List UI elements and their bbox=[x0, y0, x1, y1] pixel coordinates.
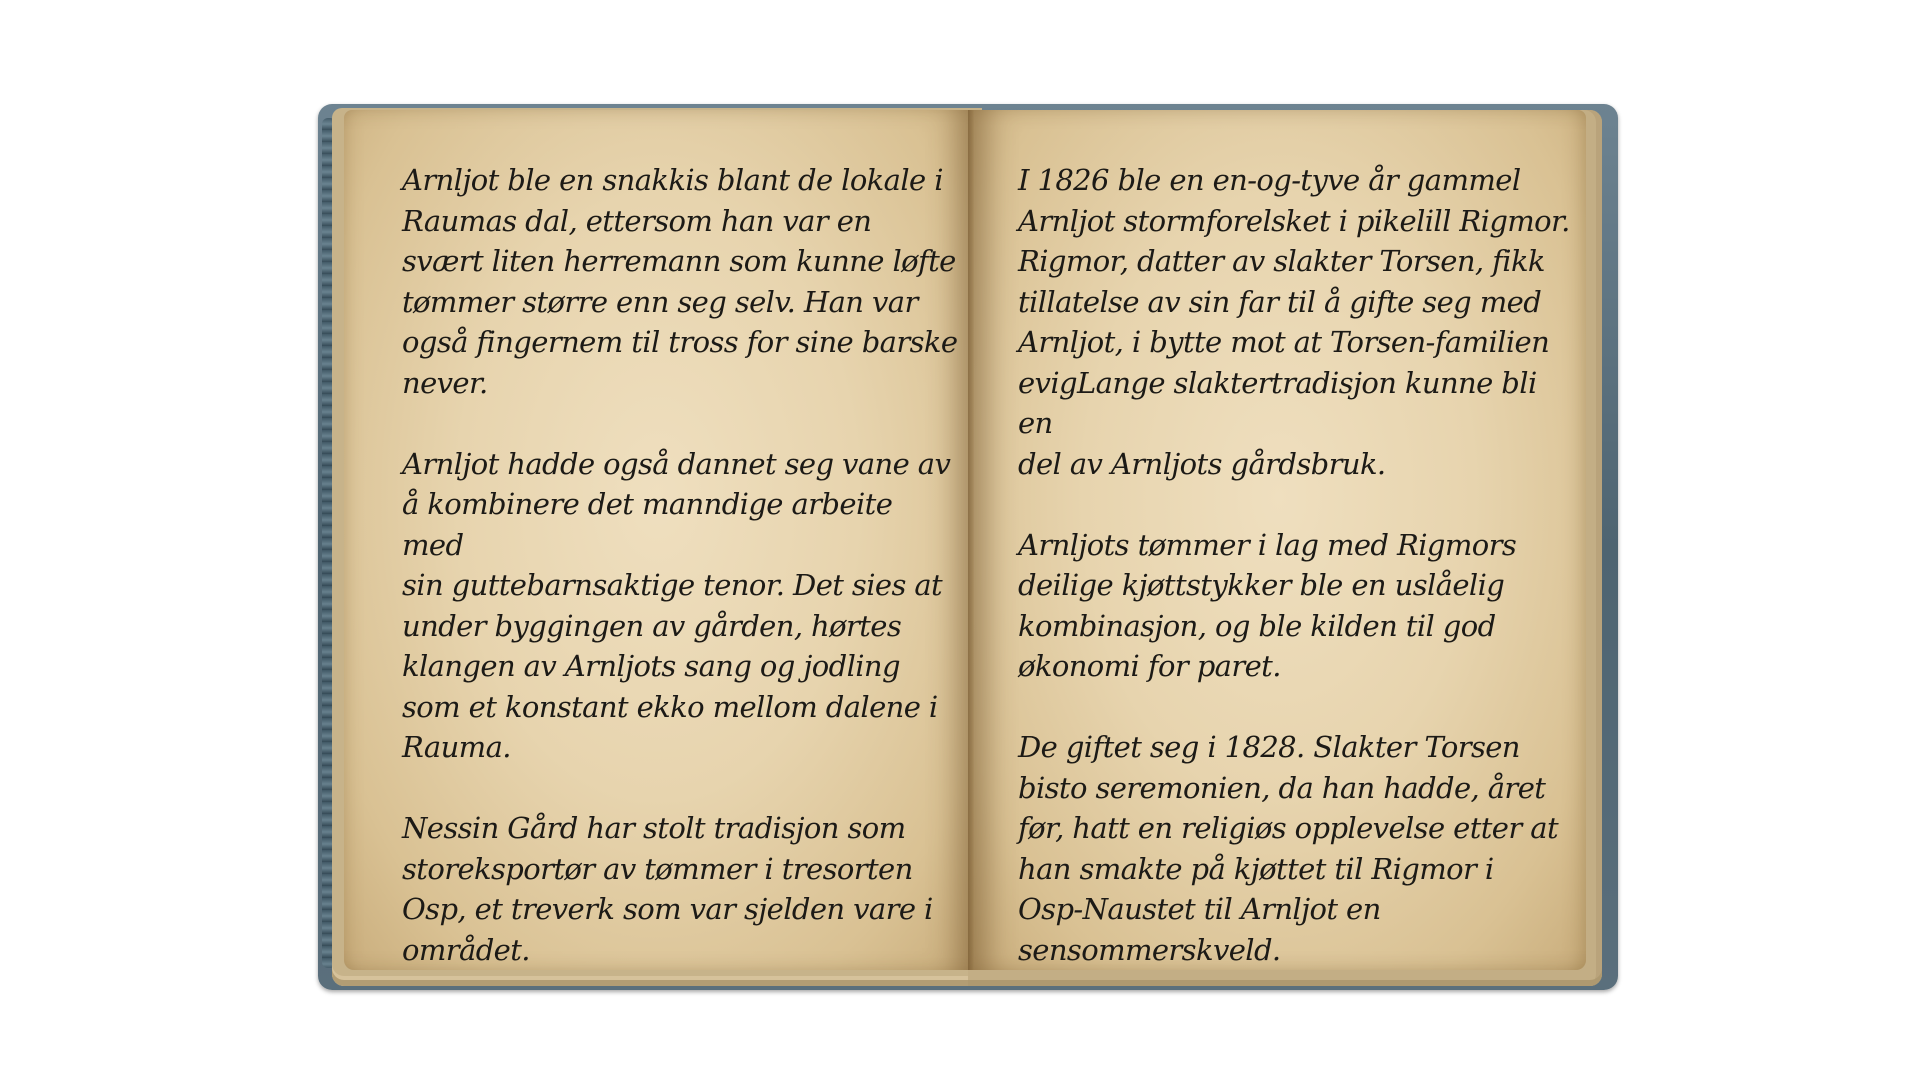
open-book bbox=[318, 98, 1618, 998]
left-page-text bbox=[402, 160, 962, 970]
left-paragraph-3: Nessin Gård har stolt tradisjon som storeksportør av tømmer i tresorten Osp, et treverk som var sjelden vare i området. bbox=[402, 811, 933, 967]
right-paragraph-1: I 1826 ble en en-og-tyve år gammel Arnljot stormforelsket i pikelill Rigmor. Rigmor, datter av slakter Torsen, fikk tillatelse av sin far til å gifte seg med Arnljot, i bytte mot at Torsen-familien evigLange slaktertradisjon kunne bli en del av Arnljots gårdsbruk. bbox=[1018, 163, 1570, 481]
book-gutter bbox=[968, 110, 974, 970]
left-paragraph-2: Arnljot hadde også dannet seg vane av å kombinere det manndige arbeite med sin guttebarnsaktige tenor. Det sies at under byggingen av gården, hørtes klangen av Arnljots sang og jodling som et konstant ekko mellom dalene i Rauma. bbox=[402, 446, 951, 764]
left-paragraph-1: Arnljot ble en snakkis blant de lokale i Raumas dal, ettersom han var en svært liten herremann som kunne løfte tømmer større enn seg selv. Han var også fingernem til tross for sine barske never. bbox=[402, 163, 958, 400]
right-paragraph-2: Arnljots tømmer i lag med Rigmors deilige kjøttstykker ble en uslåelig kombinasjon, og ble kilden til god økonomi for paret. bbox=[1018, 527, 1517, 683]
right-paragraph-3: De giftet seg i 1828. Slakter Torsen bisto seremonien, da han hadde, året før, hatt en religiøs opplevelse etter at han smakte på kjøttet til Rigmor i Osp-Naustet til Arnljot en sensommerskveld. bbox=[1018, 730, 1558, 967]
right-page-text bbox=[1018, 160, 1578, 970]
